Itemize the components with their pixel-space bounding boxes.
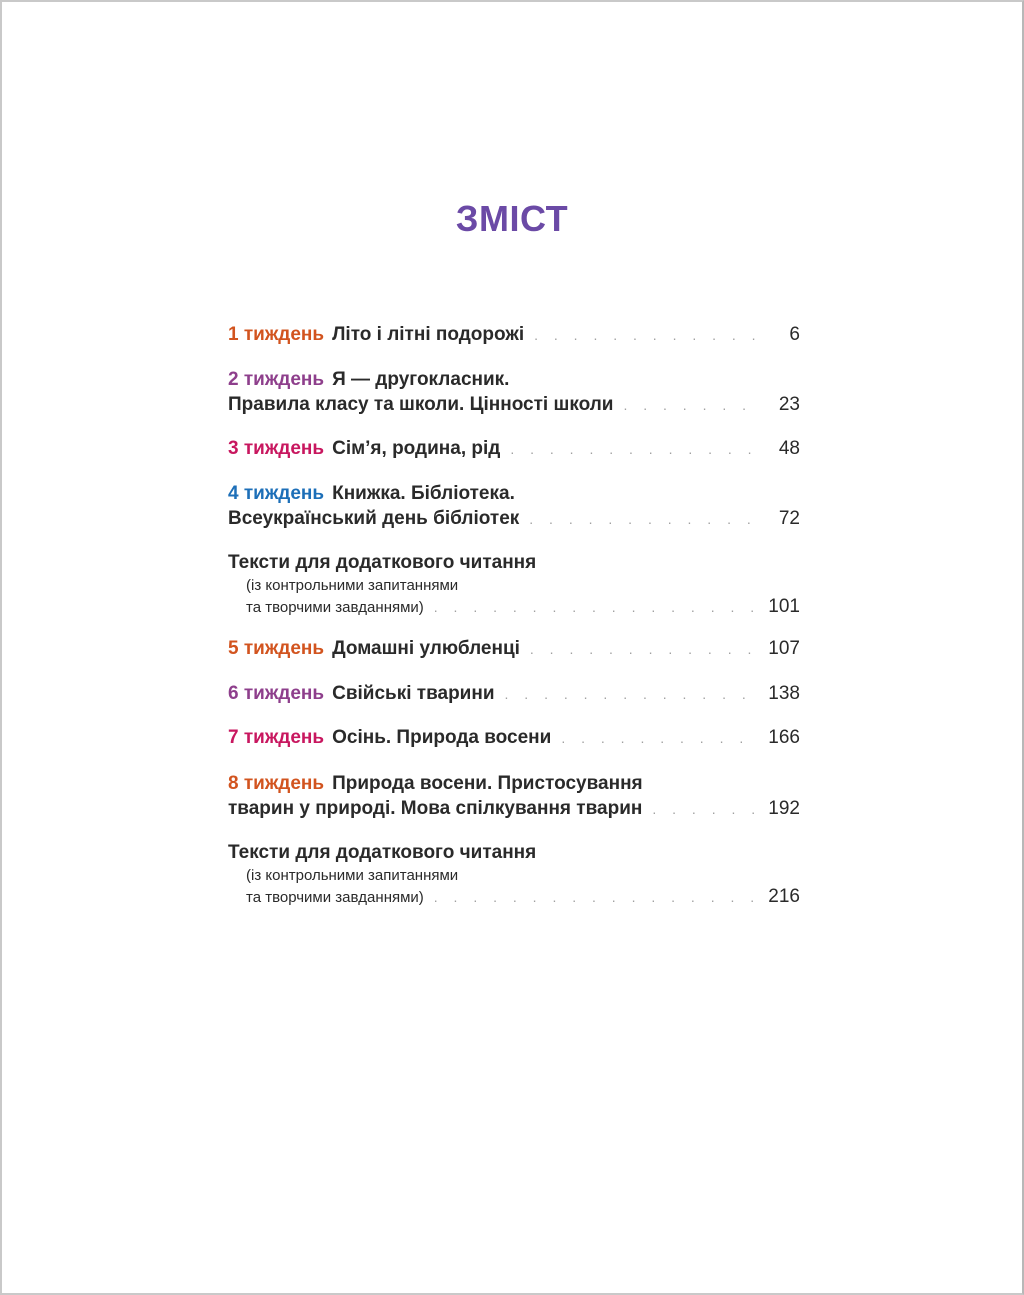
toc-entry-week-5[interactable] xyxy=(228,636,800,662)
page-number: 48 xyxy=(778,438,800,459)
week-label: 6 тиждень xyxy=(228,683,325,704)
entry-title: Свійські тварини xyxy=(332,683,495,704)
toc-entry-week-3[interactable] xyxy=(228,436,800,462)
page-number: 6 xyxy=(789,324,800,345)
entry-title: Осінь. Природа восени xyxy=(332,727,552,748)
dot-leader xyxy=(505,682,756,707)
toc-entry-week-6[interactable] xyxy=(228,681,800,707)
dot-leader xyxy=(530,637,756,662)
entry-title: Літо і літні подорожі xyxy=(332,324,525,345)
week-label: 5 тиждень xyxy=(228,638,325,659)
dot-leader xyxy=(534,323,756,348)
entry-subtitle: (із контрольними запитаннями xyxy=(246,577,459,594)
entry-subtitle: та творчими завданнями) xyxy=(246,599,424,616)
entry-title: Домашні улюбленці xyxy=(332,638,520,659)
page-number: 138 xyxy=(768,683,800,704)
entry-title: Сім’я, родина, рід xyxy=(332,438,501,459)
page-number: 192 xyxy=(768,798,800,819)
page-number: 166 xyxy=(768,727,800,748)
dot-leader xyxy=(434,597,756,618)
week-label: 1 тиждень xyxy=(228,324,325,345)
entry-title: Я — другокласник. xyxy=(332,369,510,390)
week-label: 8 тиждень xyxy=(228,773,325,794)
entry-subtitle: та творчими завданнями) xyxy=(246,889,424,906)
dot-leader xyxy=(529,507,756,532)
page-number: 216 xyxy=(768,886,800,907)
dot-leader xyxy=(434,887,756,908)
entry-title: Тексти для додаткового читання xyxy=(228,552,537,573)
dot-leader xyxy=(623,393,756,418)
page-number: 72 xyxy=(778,508,800,529)
dot-leader xyxy=(510,437,756,462)
week-label: 2 тиждень xyxy=(228,369,325,390)
entry-title-continued: Правила класу та школи. Цінності школи xyxy=(228,394,614,415)
toc-entry-week-2[interactable] xyxy=(228,367,800,418)
toc-entry-week-8[interactable] xyxy=(228,771,800,822)
page-number: 23 xyxy=(778,394,800,415)
week-label: 4 тиждень xyxy=(228,483,325,504)
entry-subtitle: (із контрольними запитаннями xyxy=(246,867,459,884)
toc-entry-extra-reading-2[interactable] xyxy=(228,840,800,908)
toc-entry-week-4[interactable] xyxy=(228,481,800,532)
toc-entry-week-1[interactable] xyxy=(228,322,800,348)
entry-title-continued: Всеукраїнський день бібліотек xyxy=(228,508,520,529)
dot-leader xyxy=(652,797,756,822)
page-title: ЗМІСТ xyxy=(455,198,569,239)
page-number: 101 xyxy=(768,596,800,617)
week-label: 3 тиждень xyxy=(228,438,325,459)
page-number: 107 xyxy=(768,638,800,659)
dot-leader xyxy=(561,726,756,751)
toc-entry-extra-reading-1[interactable] xyxy=(228,550,800,618)
toc-entry-week-7[interactable] xyxy=(228,725,800,751)
entry-title: Книжка. Бібліотека. xyxy=(332,483,515,504)
entry-title-continued: тварин у природі. Мова спілкування тварин xyxy=(228,798,643,819)
entry-title: Природа восени. Пристосування xyxy=(332,773,643,794)
week-label: 7 тиждень xyxy=(228,727,325,748)
entry-title: Тексти для додаткового читання xyxy=(228,842,537,863)
